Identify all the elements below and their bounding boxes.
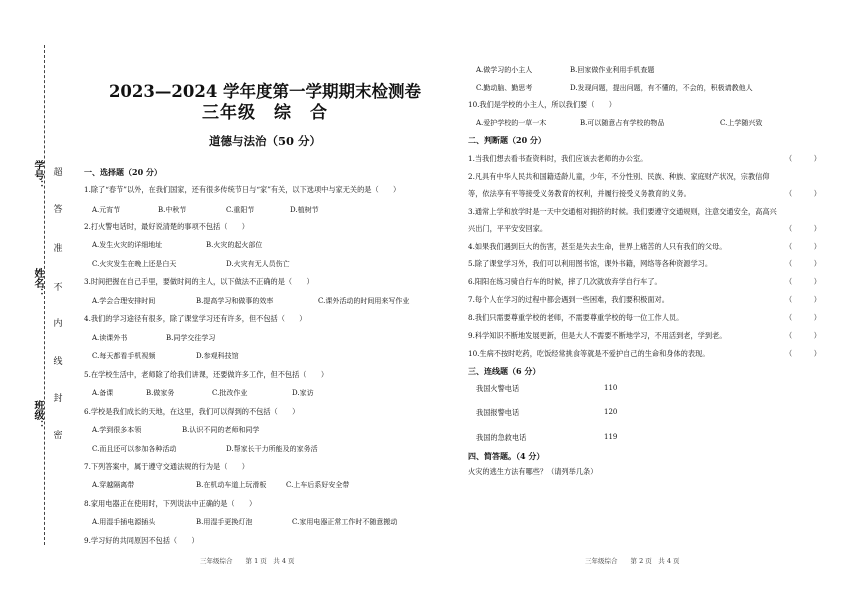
option: D.家访 <box>292 389 314 397</box>
option: B.认识不同的老师和同学 <box>182 426 260 434</box>
question-9: 9.学习好的共同原因不包括（ ） <box>84 536 199 545</box>
seal-char: 线 <box>52 354 64 367</box>
judge-item: 10.生病不按时吃药，吃饭经常挑食等就是不爱护自己的生命和身体的表现。 <box>468 349 710 358</box>
option: B.火灾的起火部位 <box>206 241 263 249</box>
page-footer-left: 三年级综合 第 1 页 共 4 页 <box>200 557 295 565</box>
binding-margin <box>0 0 78 595</box>
student-name-label: 姓名： <box>32 268 43 298</box>
match-left-item: 我国的急救电话 <box>476 433 527 442</box>
part4-title: 四、简答题。（4 分） <box>468 451 545 461</box>
answer-paren: （ ） <box>785 224 821 233</box>
answer-paren: （ ） <box>785 331 821 340</box>
judge-item: 9.科学知识不断地发展更新，但是大人不需要不断地学习，不用活到老，学到老。 <box>468 331 727 340</box>
part3-title: 三、连线题（6 分） <box>468 366 541 376</box>
option: C.而且还可以参加各种活动 <box>92 445 177 453</box>
question-7: 7.下列答案中，属于遵守交通法规的行为是（ ） <box>84 462 249 471</box>
judge-item: 7.每个人在学习的过程中都会遇到一些困难，我们要积极面对。 <box>468 295 669 304</box>
judge-item: 3.通常上学和放学时是一天中交通相对拥挤的时候。我们要遵守交通规则，注意交通安全，高高兴 <box>468 207 777 216</box>
option: A.爱护学校的一草一木 <box>476 119 547 127</box>
answer-paren: （ ） <box>785 189 821 198</box>
part1-title: 一、选择题（20 分） <box>84 167 162 177</box>
answer-paren: （ ） <box>785 242 821 251</box>
judge-item: 6.阳阳在练习骑自行车的时候，摔了几次就放弃学自行车了。 <box>468 277 662 286</box>
option: A.学会合理安排时间 <box>92 297 156 305</box>
part2-title: 二、判断题（20 分） <box>468 135 546 145</box>
option: D.火灾有无人员伤亡 <box>226 260 290 268</box>
question-4: 4.我们的学习途径有很多，除了课堂学习还有许多，但不包括（ ） <box>84 314 307 323</box>
option: A.元宵节 <box>92 206 121 214</box>
option: B.同学交往学习 <box>166 334 216 342</box>
question-1: 1.除了“春节”以外，在我们国家，还有很多传统节日与“家”有关，以下选项中与家无关的是（ ） <box>84 185 401 194</box>
option: C.课外活动的时间用来写作业 <box>318 297 410 305</box>
option: A.做学习的小主人 <box>476 66 533 74</box>
option: A.穿越隔离带 <box>92 481 135 489</box>
match-left-item: 我国报警电话 <box>476 408 520 417</box>
subject-title: 道德与法治（50 分） <box>208 134 321 148</box>
match-right-item: 119 <box>604 433 618 441</box>
option: B.回家做作业利用手机查题 <box>570 66 655 74</box>
option: C.批改作业 <box>212 389 248 397</box>
option: B.在机动车道上玩滑板 <box>196 481 267 489</box>
option: C.上学随兴致 <box>720 119 763 127</box>
exam-title: 2023—2024 学年度第一学期期末检测卷 <box>108 82 422 101</box>
question-3: 3.时间把握在自己手里，要做时间的主人，以下做法不正确的是（ ） <box>84 277 314 286</box>
option: D.参观科技馆 <box>196 352 239 360</box>
class-label: 班级： <box>32 400 43 430</box>
seal-char: 密 <box>52 428 64 441</box>
seal-char: 封 <box>52 391 64 404</box>
answer-paren: （ ） <box>785 259 821 268</box>
option: A.学到很多本领 <box>92 426 142 434</box>
option: B.中秋节 <box>158 206 187 214</box>
match-right-item: 120 <box>604 408 618 416</box>
seal-char: 准 <box>52 241 64 254</box>
exam-subtitle: 三年级 综 合 <box>202 103 328 123</box>
judge-item: 8.我们只需要尊重学校的老师，不需要尊重学校的每一位工作人员。 <box>468 313 684 322</box>
match-right-item: 110 <box>604 384 618 392</box>
answer-paren: （ ） <box>785 313 821 322</box>
short-answer-question: 火灾的逃生方法有哪些？（请列举几条） <box>468 467 598 476</box>
question-6: 6.学校是我们成长的天地，在这里，我们可以得到的不包括（ ） <box>84 407 300 416</box>
seal-char: 内 <box>52 316 64 329</box>
option: C.每天都看手机视频 <box>92 352 156 360</box>
question-5: 5.在学校生活中，老师除了给我们讲课，还要做许多工作，但不包括（ ） <box>84 370 329 379</box>
option: A.用湿手插电源插头 <box>92 518 156 526</box>
option: B.用湿手更换灯泡 <box>196 518 253 526</box>
option: C.勤动脑、勤思考 <box>476 84 533 92</box>
judge-item: 兴出门，平平安安回家。 <box>468 224 548 233</box>
question-10: 10.我们是学校的小主人，所以我们要（ ） <box>468 100 616 109</box>
option: C.上车后系好安全带 <box>286 481 350 489</box>
judge-item: 等，依法享有平等接受义务教育的权利，并履行接受义务教育的义务。 <box>468 189 691 198</box>
option: C.家用电器正常工作时不随意搬动 <box>292 518 398 526</box>
answer-paren: （ ） <box>785 349 821 358</box>
match-left-item: 我国火警电话 <box>476 384 520 393</box>
seal-char: 超 <box>52 165 64 178</box>
judge-item: 5.除了课堂学习外，我们可以利用图书馆，课外书籍，网络等各种资源学习。 <box>468 259 713 268</box>
seal-char: 答 <box>52 202 64 215</box>
option: C.火灾发生在晚上还是白天 <box>92 260 177 268</box>
option: B.提高学习和做事的效率 <box>196 297 274 305</box>
option: D.发现问题，提出问题，有不懂的，不会的，积极请教他人 <box>570 84 753 92</box>
judge-item: 2.凡具有中华人民共和国籍适龄儿童，少年，不分性别、民族、种族、家庭财产状况，宗教信仰 <box>468 172 770 181</box>
judge-item: 4.如果我们遇到巨大的伤害，甚至是失去生命，世界上痛苦的人只有我们的父母。 <box>468 242 727 251</box>
question-8: 8.家用电器正在使用时，下列说法中正确的是（ ） <box>84 499 257 508</box>
answer-paren: （ ） <box>785 277 821 286</box>
answer-paren: （ ） <box>785 154 821 163</box>
option: D.植树节 <box>290 206 319 214</box>
option: A.备课 <box>92 389 114 397</box>
seal-char: 不 <box>52 280 64 293</box>
answer-paren: （ ） <box>785 295 821 304</box>
question-2: 2.打火警电话时，最好说清楚的事项不包括（ ） <box>84 222 249 231</box>
option: A.发生火灾的详细地址 <box>92 241 163 249</box>
option: D.帮家长干力所能及的家务活 <box>226 445 318 453</box>
judge-item: 1.当我们想去看书查资料时，我们应该去老师的办公室。 <box>468 154 648 163</box>
option: B.可以随意占有学校的物品 <box>580 119 665 127</box>
page-footer-right: 三年级综合 第 2 页 共 4 页 <box>585 557 680 565</box>
student-number-label: 学号： <box>32 160 43 190</box>
option: B.做家务 <box>146 389 175 397</box>
option: A.读课外书 <box>92 334 128 342</box>
option: C.重阳节 <box>226 206 255 214</box>
